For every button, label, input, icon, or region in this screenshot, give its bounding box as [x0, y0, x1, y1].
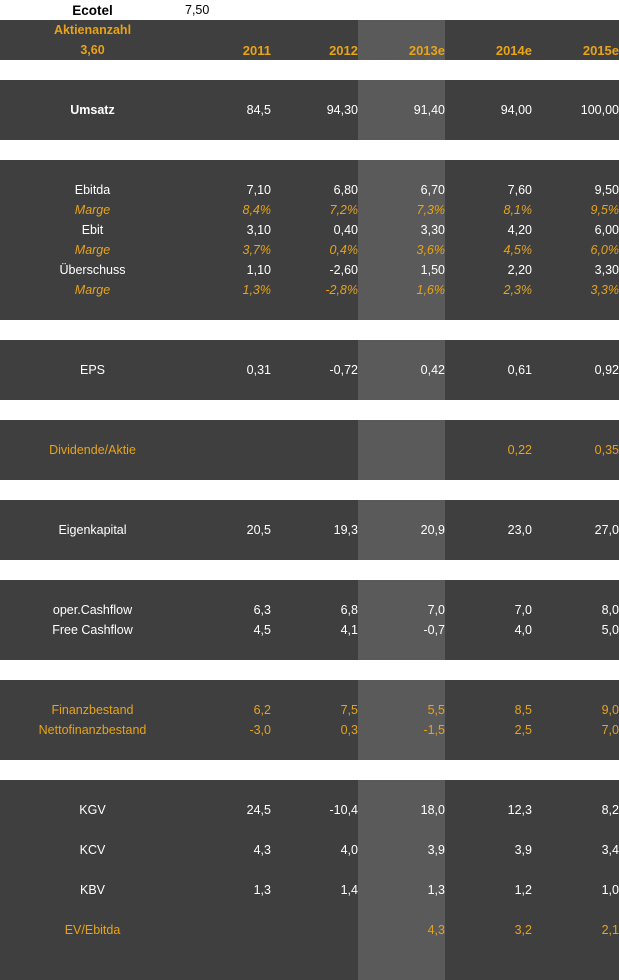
row-label-free-cashflow: Free Cashflow	[0, 620, 185, 640]
spacer-ertrag-bottom	[0, 300, 619, 320]
table-row	[0, 240, 619, 260]
title-row	[0, 0, 619, 20]
oper-cashflow-2015e: 8,0	[532, 600, 619, 620]
table-row	[0, 720, 619, 740]
eigenkapital-2015e: 27,0	[532, 520, 619, 540]
dividende-2014e: 0,22	[445, 440, 532, 460]
finanzbestand-2011: 6,2	[185, 700, 271, 720]
nettofinanzbestand-2013e: -1,5	[358, 720, 445, 740]
table-row	[0, 800, 619, 820]
ueberschuss-2015e: 3,30	[532, 260, 619, 280]
umsatz-2013e: 91,40	[358, 100, 445, 120]
umsatz-2012: 94,30	[271, 100, 358, 120]
umsatz-2015e: 100,00	[532, 100, 619, 120]
kbv-2014e: 1,2	[445, 880, 532, 900]
shares-value: 3,60	[0, 40, 185, 60]
table-row	[0, 920, 619, 940]
row-label-dividende: Dividende/Aktie	[0, 440, 185, 460]
spacer-cf-bottom	[0, 640, 619, 660]
marge-ebit-2011: 3,7%	[185, 240, 271, 260]
ev-ebitda-2014e: 3,2	[445, 920, 532, 940]
year-header-2011: 2011	[185, 40, 271, 60]
header-empty-5	[532, 20, 619, 40]
dividende-2012	[271, 440, 358, 460]
free-cashflow-2015e: 5,0	[532, 620, 619, 640]
eps-2013e: 0,42	[358, 360, 445, 380]
eigenkapital-2013e: 20,9	[358, 520, 445, 540]
header-row-years	[0, 40, 619, 60]
spacer-fin-top	[0, 680, 619, 700]
row-label-ebit: Ebit	[0, 220, 185, 240]
marge-ebitda-2011: 8,4%	[185, 200, 271, 220]
divider-2	[0, 140, 619, 160]
ueberschuss-2011: 1,10	[185, 260, 271, 280]
finanzbestand-2014e: 8,5	[445, 700, 532, 720]
spacer-div-top	[0, 420, 619, 440]
shares-label: Aktienanzahl	[0, 20, 185, 40]
table-row	[0, 440, 619, 460]
spacer-div-bottom	[0, 460, 619, 480]
table-row	[0, 600, 619, 620]
ebit-2014e: 4,20	[445, 220, 532, 240]
table-row	[0, 220, 619, 240]
ev-ebitda-2015e: 2,1	[532, 920, 619, 940]
ebitda-2013e: 6,70	[358, 180, 445, 200]
finanzbestand-2012: 7,5	[271, 700, 358, 720]
ev-ebitda-2012	[271, 920, 358, 940]
kgv-2011: 24,5	[185, 800, 271, 820]
marge-ebit-2013e: 3,6%	[358, 240, 445, 260]
nettofinanzbestand-2011: -3,0	[185, 720, 271, 740]
marge-ebitda-2014e: 8,1%	[445, 200, 532, 220]
free-cashflow-2011: 4,5	[185, 620, 271, 640]
free-cashflow-2013e: -0,7	[358, 620, 445, 640]
eps-2012: -0,72	[271, 360, 358, 380]
row-label-marge-ueberschuss: Marge	[0, 280, 185, 300]
row-label-ueberschuss: Überschuss	[0, 260, 185, 280]
free-cashflow-2014e: 4,0	[445, 620, 532, 640]
kgv-2012: -10,4	[271, 800, 358, 820]
row-label-ev-ebitda: EV/Ebitda	[0, 920, 185, 940]
ebit-2012: 0,40	[271, 220, 358, 240]
kbv-2013e: 1,3	[358, 880, 445, 900]
divider-4	[0, 400, 619, 420]
spacer-final	[0, 960, 619, 980]
dividende-2015e: 0,35	[532, 440, 619, 460]
marge-ueberschuss-2012: -2,8%	[271, 280, 358, 300]
divider-6	[0, 560, 619, 580]
eigenkapital-2012: 19,3	[271, 520, 358, 540]
row-label-nettofinanzbestand: Nettofinanzbestand	[0, 720, 185, 740]
spacer-umsatz-top	[0, 80, 619, 100]
header-row-shares	[0, 20, 619, 40]
kcv-2013e: 3,9	[358, 840, 445, 860]
ebitda-2012: 6,80	[271, 180, 358, 200]
row-label-eps: EPS	[0, 360, 185, 380]
divider-1	[0, 60, 619, 80]
eigenkapital-2014e: 23,0	[445, 520, 532, 540]
title-filler-4	[532, 0, 619, 20]
spacer-mult-bottom	[0, 940, 619, 960]
row-label-marge-ebit: Marge	[0, 240, 185, 260]
kgv-2014e: 12,3	[445, 800, 532, 820]
kgv-2013e: 18,0	[358, 800, 445, 820]
eps-2015e: 0,92	[532, 360, 619, 380]
row-label-kcv: KCV	[0, 840, 185, 860]
row-label-oper-cashflow: oper.Cashflow	[0, 600, 185, 620]
ueberschuss-2012: -2,60	[271, 260, 358, 280]
eps-2011: 0,31	[185, 360, 271, 380]
finanzbestand-2015e: 9,0	[532, 700, 619, 720]
spacer-ek-bottom	[0, 540, 619, 560]
spacer-fin-bottom	[0, 740, 619, 760]
marge-ueberschuss-2014e: 2,3%	[445, 280, 532, 300]
umsatz-2014e: 94,00	[445, 100, 532, 120]
marge-ueberschuss-2013e: 1,6%	[358, 280, 445, 300]
spacer-kgv-kcv	[0, 820, 619, 840]
kbv-2012: 1,4	[271, 880, 358, 900]
year-header-2014e: 2014e	[445, 40, 532, 60]
title-filler-3	[445, 0, 532, 20]
ev-ebitda-2013e: 4,3	[358, 920, 445, 940]
table-row	[0, 840, 619, 860]
divider-5	[0, 480, 619, 500]
spacer-mult-top	[0, 780, 619, 800]
table-row	[0, 280, 619, 300]
table-row	[0, 180, 619, 200]
ebitda-2014e: 7,60	[445, 180, 532, 200]
table-row	[0, 620, 619, 640]
dividende-2013e	[358, 440, 445, 460]
ebitda-2015e: 9,50	[532, 180, 619, 200]
marge-ebitda-2013e: 7,3%	[358, 200, 445, 220]
nettofinanzbestand-2014e: 2,5	[445, 720, 532, 740]
dividende-2011	[185, 440, 271, 460]
marge-ueberschuss-2011: 1,3%	[185, 280, 271, 300]
table-row	[0, 100, 619, 120]
umsatz-2011: 84,5	[185, 100, 271, 120]
nettofinanzbestand-2012: 0,3	[271, 720, 358, 740]
marge-ueberschuss-2015e: 3,3%	[532, 280, 619, 300]
kbv-2015e: 1,0	[532, 880, 619, 900]
ueberschuss-2013e: 1,50	[358, 260, 445, 280]
kcv-2012: 4,0	[271, 840, 358, 860]
spacer-eps-bottom	[0, 380, 619, 400]
row-label-ebitda: Ebitda	[0, 180, 185, 200]
header-empty-3	[358, 20, 445, 40]
marge-ebit-2015e: 6,0%	[532, 240, 619, 260]
oper-cashflow-2011: 6,3	[185, 600, 271, 620]
marge-ebitda-2015e: 9,5%	[532, 200, 619, 220]
table-row	[0, 520, 619, 540]
spacer-umsatz-bottom	[0, 120, 619, 140]
title-filler-1	[271, 0, 358, 20]
row-label-umsatz: Umsatz	[0, 100, 185, 120]
year-header-2015e: 2015e	[532, 40, 619, 60]
header-empty-2	[271, 20, 358, 40]
table-row	[0, 700, 619, 720]
year-header-2013e: 2013e	[358, 40, 445, 60]
free-cashflow-2012: 4,1	[271, 620, 358, 640]
row-label-marge-ebitda: Marge	[0, 200, 185, 220]
ebit-2013e: 3,30	[358, 220, 445, 240]
eigenkapital-2011: 20,5	[185, 520, 271, 540]
title-filler-2	[358, 0, 445, 20]
spacer-kcv-kbv	[0, 860, 619, 880]
table-row	[0, 260, 619, 280]
marge-ebit-2012: 0,4%	[271, 240, 358, 260]
share-price: 7,50	[185, 0, 271, 20]
oper-cashflow-2012: 6,8	[271, 600, 358, 620]
ueberschuss-2014e: 2,20	[445, 260, 532, 280]
table-row	[0, 360, 619, 380]
table-row	[0, 880, 619, 900]
kcv-2015e: 3,4	[532, 840, 619, 860]
ebitda-2011: 7,10	[185, 180, 271, 200]
year-header-2012: 2012	[271, 40, 358, 60]
spacer-ertrag-top	[0, 160, 619, 180]
eps-2014e: 0,61	[445, 360, 532, 380]
finanzbestand-2013e: 5,5	[358, 700, 445, 720]
company-name: Ecotel	[0, 0, 185, 20]
header-empty-1	[185, 20, 271, 40]
marge-ebitda-2012: 7,2%	[271, 200, 358, 220]
row-label-eigenkapital: Eigenkapital	[0, 520, 185, 540]
spacer-cf-top	[0, 580, 619, 600]
row-label-kgv: KGV	[0, 800, 185, 820]
row-label-kbv: KBV	[0, 880, 185, 900]
divider-7	[0, 660, 619, 680]
ebit-2015e: 6,00	[532, 220, 619, 240]
kcv-2011: 4,3	[185, 840, 271, 860]
oper-cashflow-2014e: 7,0	[445, 600, 532, 620]
divider-3	[0, 320, 619, 340]
kcv-2014e: 3,9	[445, 840, 532, 860]
row-label-finanzbestand: Finanzbestand	[0, 700, 185, 720]
marge-ebit-2014e: 4,5%	[445, 240, 532, 260]
divider-8	[0, 760, 619, 780]
spacer-eps-top	[0, 340, 619, 360]
kbv-2011: 1,3	[185, 880, 271, 900]
kgv-2015e: 8,2	[532, 800, 619, 820]
header-empty-4	[445, 20, 532, 40]
ev-ebitda-2011	[185, 920, 271, 940]
oper-cashflow-2013e: 7,0	[358, 600, 445, 620]
nettofinanzbestand-2015e: 7,0	[532, 720, 619, 740]
table-row	[0, 200, 619, 220]
spacer-ek-top	[0, 500, 619, 520]
ebit-2011: 3,10	[185, 220, 271, 240]
spacer-kbv-ev	[0, 900, 619, 920]
